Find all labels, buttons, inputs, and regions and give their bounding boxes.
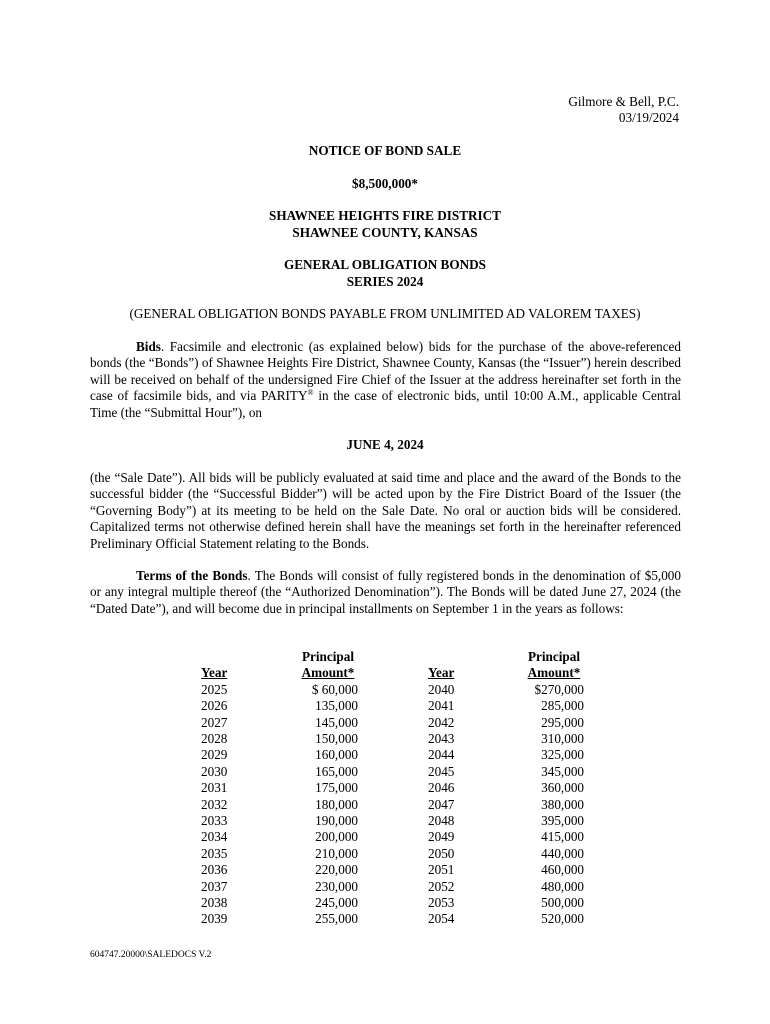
maturity-amount: 160,000 bbox=[315, 747, 358, 763]
maturity-year: 2027 bbox=[201, 714, 228, 730]
maturity-amount: 520,000 bbox=[541, 911, 584, 927]
maturity-amount: 165,000 bbox=[315, 763, 358, 779]
maturity-year: 2030 bbox=[201, 763, 228, 779]
sale-paragraph: (the “Sale Date”). All bids will be publicly evaluated at said time and place and the award of the Bonds to the successful bidder (the “Successful Bidder”) will be acted upon by the Fire District Board of the Issuer (the “Governing Body”) at its meeting to be held on the Sale Date. No oral or auction bids will be considered. Capitalized terms not otherwise defined herein shall have the meanings set forth in the hereinafter referenced Preliminary Official Statement relating to the Bonds. bbox=[90, 470, 681, 551]
firm-name: Gilmore & Bell, P.C. bbox=[568, 94, 679, 109]
year-header: Year bbox=[201, 665, 228, 681]
maturity-amount: $ 60,000 bbox=[311, 681, 358, 697]
maturity-year: 2033 bbox=[201, 813, 228, 829]
bids-text-b: in the case of electronic bids, until 10:00 A.M., applicable Central Time (the “Submittal Hour”), on bbox=[90, 388, 681, 420]
year-column-left bbox=[201, 649, 241, 928]
maturity-year: 2048 bbox=[428, 813, 455, 829]
maturity-amount: 500,000 bbox=[541, 895, 584, 911]
maturity-year: 2026 bbox=[201, 698, 228, 714]
maturity-amount: 200,000 bbox=[315, 829, 358, 845]
maturity-year: 2029 bbox=[201, 747, 228, 763]
amount-header: Amount* bbox=[527, 665, 581, 681]
maturity-amount: 210,000 bbox=[315, 845, 358, 861]
maturity-amount: 480,000 bbox=[541, 878, 584, 894]
maturity-amount: 255,000 bbox=[315, 911, 358, 927]
bond-amount: $8,500,000* bbox=[352, 176, 418, 191]
maturity-year: 2041 bbox=[428, 698, 455, 714]
maturity-year: 2032 bbox=[201, 796, 228, 812]
year-column-right bbox=[428, 649, 468, 928]
bids-text-a: . Facsimile and electronic (as explained below) bids for the purchase of the above-referenced bonds (the “Bonds”) of Shawnee Heights Fire District, Shawnee County, Kansas (the “Issuer”) herein described will be received on behalf of the undersigned Fire Chief of the Issuer at the address hereinafter set forth in the case of facsimile bids, and via PARITY bbox=[90, 339, 681, 404]
issuer-line-1: SHAWNEE HEIGHTS FIRE DISTRICT bbox=[269, 208, 501, 223]
maturity-amount: 145,000 bbox=[315, 714, 358, 730]
maturity-year: 2044 bbox=[428, 747, 455, 763]
maturity-amount: 395,000 bbox=[541, 813, 584, 829]
amount-list-left bbox=[298, 682, 358, 928]
document-header bbox=[568, 94, 679, 126]
terms-heading: Terms of the Bonds bbox=[136, 568, 248, 583]
year-header: Year bbox=[428, 665, 455, 681]
bonds-line-1: GENERAL OBLIGATION BONDS bbox=[283, 257, 486, 272]
year-list-right bbox=[428, 682, 468, 928]
maturity-amount: 245,000 bbox=[315, 895, 358, 911]
bond-subtitle: (GENERAL OBLIGATION BONDS PAYABLE FROM UNLIMITED AD VALOREM TAXES) bbox=[129, 306, 641, 321]
amount-list-right bbox=[524, 682, 584, 928]
maturity-year: 2046 bbox=[428, 780, 455, 796]
bids-heading: Bids bbox=[136, 339, 161, 354]
maturity-amount: 150,000 bbox=[315, 731, 358, 747]
issuer-name bbox=[90, 208, 680, 241]
maturity-amount: 175,000 bbox=[315, 780, 358, 796]
maturity-amount: 285,000 bbox=[541, 698, 584, 714]
notice-title: NOTICE OF BOND SALE bbox=[308, 143, 462, 158]
maturity-year: 2042 bbox=[428, 714, 455, 730]
maturity-amount: 380,000 bbox=[541, 796, 584, 812]
bond-series bbox=[90, 257, 680, 290]
sale-date: JUNE 4, 2024 bbox=[346, 437, 424, 452]
maturity-year: 2050 bbox=[428, 845, 455, 861]
year-list-left bbox=[201, 682, 241, 928]
maturity-year: 2043 bbox=[428, 731, 455, 747]
issuer-line-2: SHAWNEE COUNTY, KANSAS bbox=[292, 224, 478, 240]
maturity-amount: 325,000 bbox=[541, 747, 584, 763]
maturity-amount: 460,000 bbox=[541, 862, 584, 878]
maturity-year: 2031 bbox=[201, 780, 228, 796]
principal-header: Principal bbox=[301, 649, 355, 664]
maturity-year: 2039 bbox=[201, 911, 228, 927]
registered-mark: ® bbox=[307, 388, 314, 398]
maturity-amount: 415,000 bbox=[541, 829, 584, 845]
terms-text: . The Bonds will consist of fully registered bonds in the denomination of $5,000 or any integral multiple thereof (the “Authorized Denomination”). The Bonds will be dated June 27, 2024 (the “Dated Date”), and will become due in principal installments on September 1 in the years as follows: bbox=[90, 568, 681, 616]
maturity-year: 2036 bbox=[201, 862, 228, 878]
amount-column-left bbox=[298, 649, 358, 928]
maturity-year: 2025 bbox=[201, 681, 228, 697]
amount-header: Amount* bbox=[301, 665, 355, 681]
maturity-year: 2038 bbox=[201, 895, 228, 911]
terms-paragraph bbox=[90, 568, 681, 617]
maturity-amount: 180,000 bbox=[315, 796, 358, 812]
document-footer: 604747.20000\SALEDOCS V.2 bbox=[90, 950, 212, 960]
maturity-year: 2045 bbox=[428, 763, 455, 779]
amount-column-right bbox=[524, 649, 584, 928]
maturity-year: 2034 bbox=[201, 829, 228, 845]
maturity-amount: $270,000 bbox=[534, 681, 584, 697]
maturity-year: 2051 bbox=[428, 862, 455, 878]
maturity-year: 2047 bbox=[428, 796, 455, 812]
maturity-amount: 345,000 bbox=[541, 763, 584, 779]
maturity-amount: 230,000 bbox=[315, 878, 358, 894]
maturity-year: 2037 bbox=[201, 878, 228, 894]
maturity-year: 2053 bbox=[428, 895, 455, 911]
bids-paragraph bbox=[90, 339, 681, 421]
maturity-year: 2040 bbox=[428, 681, 455, 697]
maturity-year: 2052 bbox=[428, 878, 455, 894]
principal-header: Principal bbox=[527, 649, 581, 664]
maturity-year: 2035 bbox=[201, 845, 228, 861]
maturity-year: 2028 bbox=[201, 731, 228, 747]
maturity-amount: 310,000 bbox=[541, 731, 584, 747]
maturity-year: 2049 bbox=[428, 829, 455, 845]
document-date: 03/19/2024 bbox=[618, 110, 679, 125]
maturity-amount: 295,000 bbox=[541, 714, 584, 730]
maturity-amount: 360,000 bbox=[541, 780, 584, 796]
maturity-amount: 440,000 bbox=[541, 845, 584, 861]
maturity-amount: 190,000 bbox=[315, 813, 358, 829]
maturity-amount: 220,000 bbox=[315, 862, 358, 878]
maturity-amount: 135,000 bbox=[315, 698, 358, 714]
maturity-year: 2054 bbox=[428, 911, 455, 927]
bonds-line-2: SERIES 2024 bbox=[346, 273, 424, 289]
